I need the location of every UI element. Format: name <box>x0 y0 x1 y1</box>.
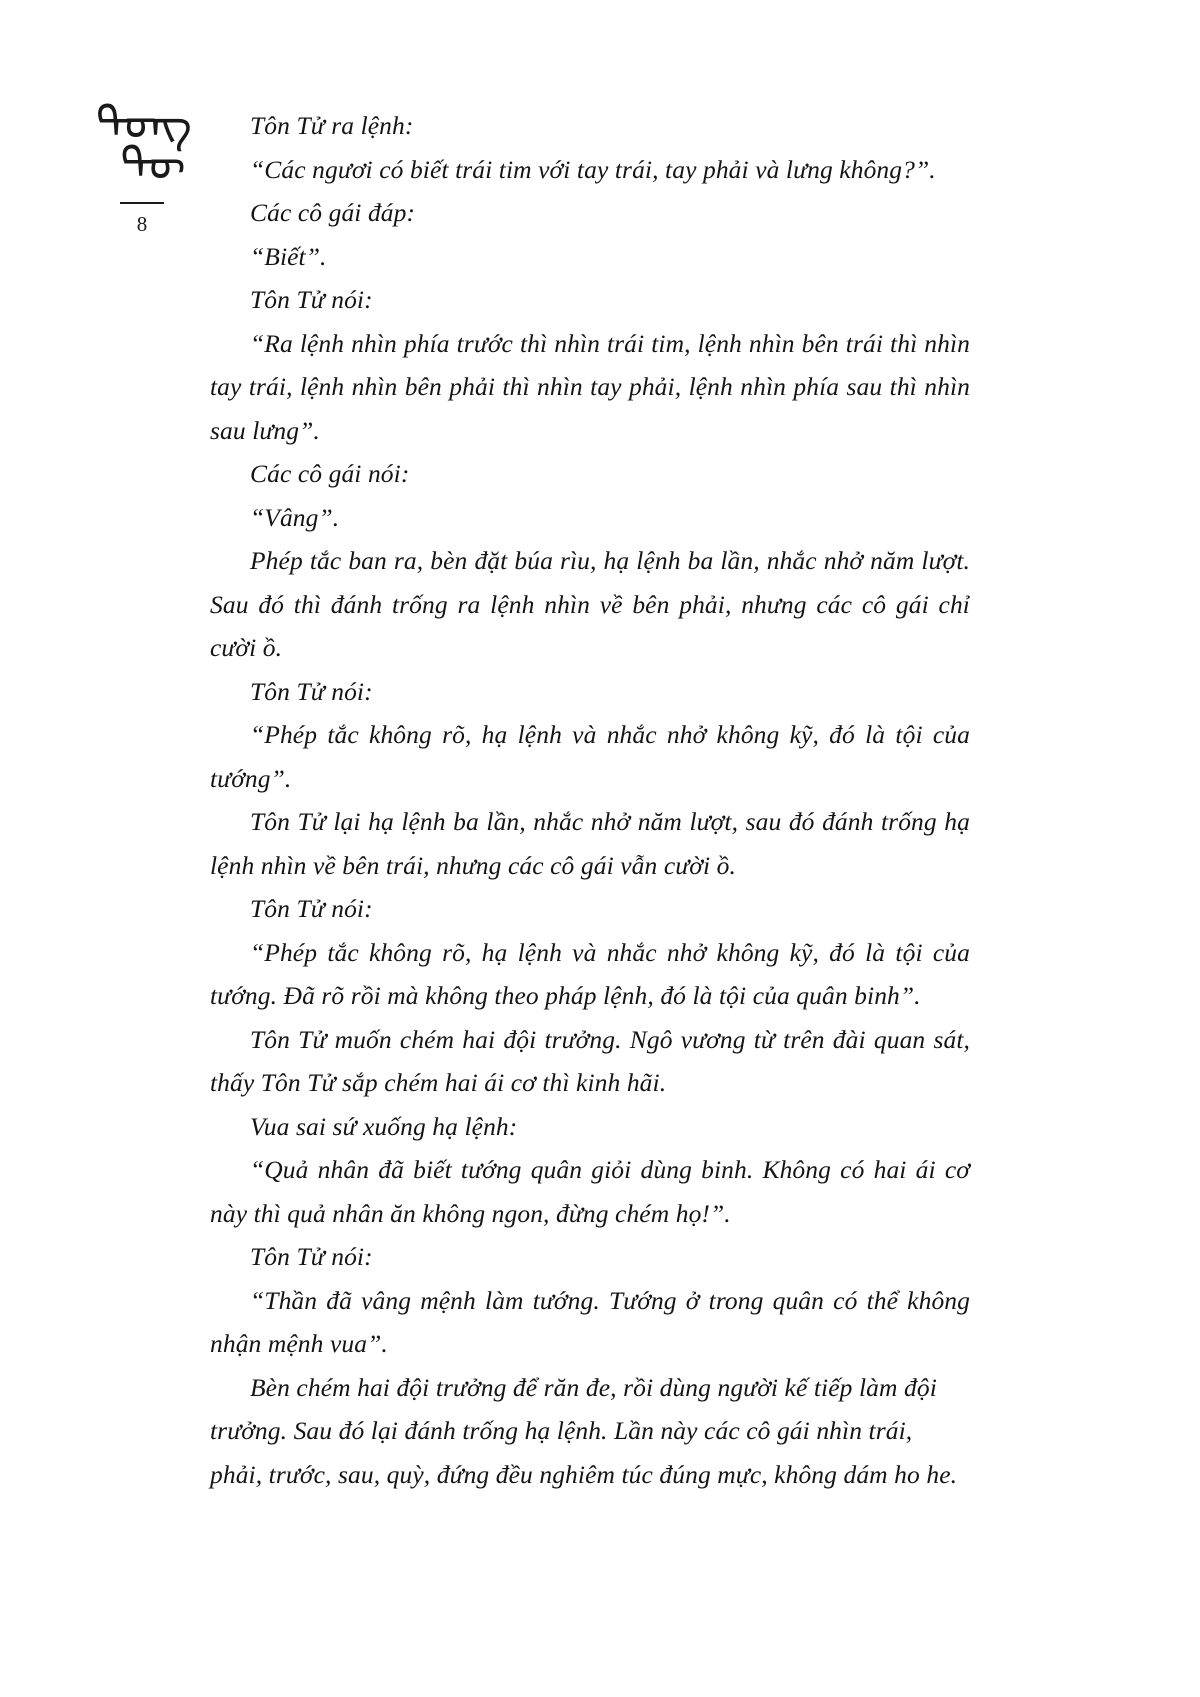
body-text-column <box>210 104 970 1496</box>
paragraph: “Thần đã vâng mệnh làm tướng. Tướng ở trong quân có thể không nhận mệnh vua”. <box>210 1285 970 1358</box>
paragraph: Tôn Tử nói: <box>250 894 373 923</box>
ornament-line-2: ᠲᠦ <box>120 136 186 191</box>
paragraph: Bèn chém hai đội trưởng để răn đe, rồi dùng người kế tiếp làm đội trưởng. Sau đó lại đánh trống hạ lệnh. Lần này các cô gái nhìn trái, phải, trước, sau, quỳ, đứng đều nghiêm túc đúng mực, không dám ho he. <box>210 1372 958 1489</box>
decorative-script-ornament <box>96 96 192 191</box>
paragraph: Tôn Tử muốn chém hai đội trưởng. Ngô vương từ trên đài quan sát, thấy Tôn Tử sắp chém hai ái cơ thì kinh hãi. <box>210 1024 970 1097</box>
ornament-line-1: ᠲᠣᠩ <box>96 96 192 150</box>
paragraph: Tôn Tử nói: <box>250 676 373 706</box>
paragraph: “Ra lệnh nhìn phía trước thì nhìn trái tim, lệnh nhìn bên trái thì nhìn tay trái, lệnh nhìn bên phải thì nhìn tay phải, lệnh nhìn phía sau thì nhìn sau lưng”. <box>210 328 970 445</box>
paragraph: “Các ngươi có biết trái tim với tay trái, tay phải và lưng không?”. <box>250 154 936 184</box>
paragraph: Các cô gái nói: <box>250 459 410 488</box>
page-number: 8 <box>136 211 148 236</box>
paragraph: Tôn Tử lại hạ lệnh ba lần, nhắc nhở năm lượt, sau đó đánh trống hạ lệnh nhìn về bên trái, nhưng các cô gái vẫn cười ồ. <box>210 807 970 880</box>
paragraph: Vua sai sứ xuống hạ lệnh: <box>250 1111 518 1141</box>
paragraph: Phép tắc ban ra, bèn đặt búa rìu, hạ lệnh ba lần, nhắc nhở năm lượt. Sau đó thì đánh trống ra lệnh nhìn về bên phải, nhưng các cô gái chỉ cười ồ. <box>210 546 970 662</box>
paragraph: Tôn Tử nói: <box>250 1242 373 1271</box>
paragraph: “Phép tắc không rõ, hạ lệnh và nhắc nhở không kỹ, đó là tội của tướng”. <box>210 720 970 793</box>
paragraph: “Phép tắc không rõ, hạ lệnh và nhắc nhở không kỹ, đó là tội của tướng. Đã rõ rồi mà không theo pháp lệnh, đó là tội của quân binh”. <box>210 937 970 1010</box>
paragraph: “Biết”. <box>250 241 327 271</box>
paragraph: Tôn Tử ra lệnh: <box>250 111 414 140</box>
margin-ornament-block <box>96 96 192 237</box>
paragraph: Các cô gái đáp: <box>250 198 416 227</box>
paragraph: “Vâng”. <box>250 502 340 532</box>
paragraph: “Quả nhân đã biết tướng quân giỏi dùng binh. Không có hai ái cơ này thì quả nhân ăn không ngon, đừng chém họ!”. <box>210 1155 970 1228</box>
paragraph: Tôn Tử nói: <box>250 285 373 314</box>
folio-divider-rule <box>120 202 164 204</box>
